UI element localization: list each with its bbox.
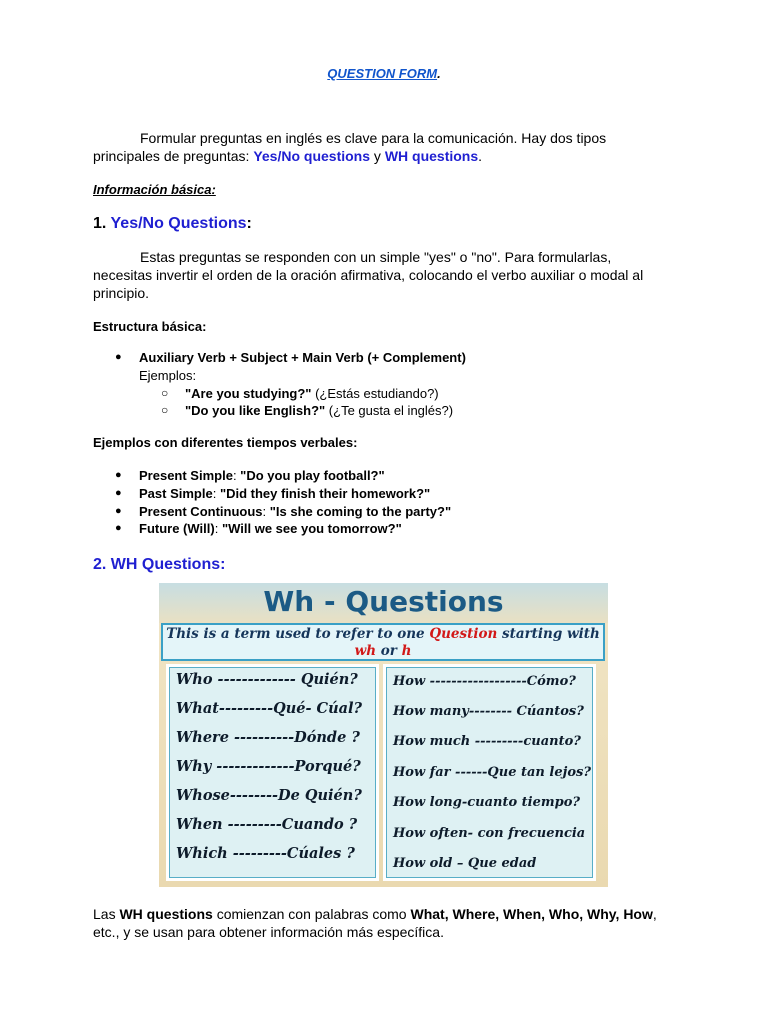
tense-name: Present Continuous (139, 503, 263, 519)
list-item: ○ "Are you studying?" (¿Estás estudiando?) (161, 385, 439, 401)
wh-word-row: What---------Qué- Cúal? (176, 700, 363, 717)
wh-words-box (166, 664, 379, 881)
section2-title: 2. WH Questions: (93, 556, 226, 573)
list-item: ● Present Simple: "Do you play football?" (115, 468, 385, 483)
list-item: ○ "Do you like English?" (¿Te gusta el inglés?) (161, 403, 454, 419)
banner-text-b: starting with (497, 626, 600, 642)
tense-sep: : (232, 468, 241, 483)
wh-word-row: Who ------------- Quién? (176, 671, 358, 688)
closing-words: What, Where, When, Who, Why, How (410, 906, 653, 922)
section2-heading (93, 556, 225, 574)
example-es: (¿Te gusta el inglés?) (325, 403, 454, 419)
banner-h: h (401, 643, 412, 659)
structure-list (93, 349, 673, 420)
list-item: ● Present Continuous: "Is she coming to the party?" (115, 503, 452, 519)
wh-word-row: When ---------Cuando ? (176, 816, 358, 833)
title-link[interactable]: QUESTION FORM (327, 66, 438, 81)
closing-text-c: , etc., y se usan para obtener información más específica. (93, 906, 657, 940)
list-item: ● Past Simple: "Did they finish their homework?" (115, 485, 431, 501)
tense-sep: : (212, 485, 220, 501)
tense-example: "Will we see you tomorrow?" (221, 521, 402, 537)
closing-wh: WH questions (119, 906, 213, 922)
list-item: ● Auxiliary Verb + Subject + Main Verb (+ Complement) (115, 350, 466, 365)
intro-wh: WH questions (384, 148, 479, 164)
how-word-row: How long-cuanto tiempo? (393, 795, 581, 810)
section1-paragraph-text: Estas preguntas se responden con un simple "yes" o "no". Para formularlas, necesitas invertir el orden de la oración afirmativa, colocando el verbo auxiliar o modal al principio. (93, 249, 644, 301)
intro-text: Formular preguntas en inglés es clave para la comunicación. Hay dos tipos principales de preguntas: (93, 130, 607, 164)
closing-paragraph (93, 905, 673, 941)
tense-example: "Is she coming to the party?" (269, 503, 452, 519)
section1-colon: : (246, 215, 252, 232)
tense-example: "Do you play football?" (240, 468, 385, 483)
tense-name: Present Simple (139, 468, 233, 483)
banner-question: Question (429, 626, 498, 642)
example-es: (¿Estás estudiando?) (311, 385, 439, 401)
how-word-row: How much ---------cuanto? (393, 734, 581, 749)
tense-name: Past Simple (139, 485, 213, 501)
how-words-box (383, 664, 596, 881)
tense-example: "Did they finish their homework?" (219, 485, 431, 501)
banner-or: or (376, 643, 402, 659)
wh-word-row: Where ----------Dónde ? (176, 729, 360, 746)
closing-text-a: Las (93, 906, 120, 922)
info-heading (93, 180, 673, 199)
tense-sep: : (262, 503, 270, 519)
intro-paragraph (93, 129, 673, 165)
structure-item: Auxiliary Verb + Subject + Main Verb (+ Complement) (139, 350, 466, 365)
wh-word-row: Why -------------Porqué? (176, 758, 361, 775)
structure-heading: Estructura básica: (93, 319, 207, 334)
wh-word-row: Which ---------Cúales ? (176, 845, 355, 862)
example-en: "Are you studying?" (185, 385, 312, 401)
section1-heading (93, 215, 252, 233)
how-word-row: How far ------Que tan lejos? (393, 765, 591, 780)
info-heading-text: Información básica: (93, 182, 216, 197)
banner-text-a: This is a term used to refer to one (166, 626, 430, 642)
intro-end: . (478, 148, 483, 164)
title-period: . (437, 66, 441, 81)
how-word-row: How old – Que edad (393, 856, 537, 871)
banner-wh: wh (354, 643, 377, 659)
page-title (0, 66, 768, 81)
example-en: "Do you like English?" (185, 403, 326, 419)
intro-and: y (370, 148, 385, 164)
how-word-row: How often- con frecuencia (393, 826, 586, 841)
list-item (93, 367, 673, 420)
section1-paragraph (93, 248, 673, 302)
intro-yesno: Yes/No questions (253, 148, 371, 164)
section1-title: Yes/No Questions (110, 215, 247, 232)
list-item: ● Future (Will): "Will we see you tomorrow?" (115, 521, 402, 537)
tenses-heading: Ejemplos con diferentes tiempos verbales: (93, 435, 358, 450)
tense-name: Future (Will) (139, 521, 215, 537)
image-title: Wh - Questions (263, 585, 504, 618)
tense-sep: : (214, 521, 222, 537)
section1-number: 1. (93, 215, 111, 232)
wh-questions-image (159, 583, 608, 887)
examples-list (139, 385, 673, 421)
how-word-row: How many-------- Cúantos? (393, 704, 584, 719)
how-word-row: How ------------------Cómo? (393, 674, 576, 689)
closing-text-b: comienzan con palabras como (212, 906, 411, 922)
image-banner (161, 623, 605, 661)
examples-label: Ejemplos: (139, 367, 197, 383)
wh-word-row: Whose--------De Quién? (176, 787, 362, 804)
tenses-list (93, 467, 673, 538)
